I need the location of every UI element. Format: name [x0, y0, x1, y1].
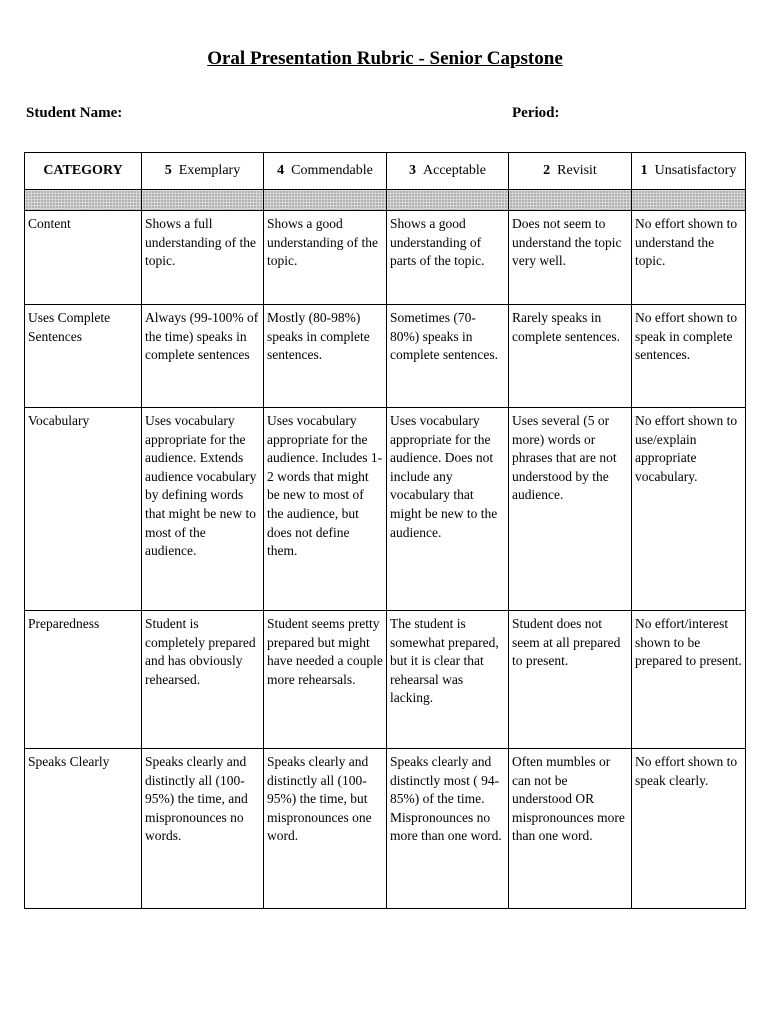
criterion-cell-level-5: Always (99-100% of the time) speaks in complete sentences [142, 305, 264, 408]
row-category: Preparedness [25, 611, 142, 749]
rubric-table [24, 152, 746, 909]
row-category: Uses Complete Sentences [25, 305, 142, 408]
rubric-row-content [25, 211, 746, 305]
header-level-3: 3 Acceptable [387, 153, 509, 190]
criterion-cell-level-3: Shows a good understanding of parts of the topic. [387, 211, 509, 305]
document-title: Oral Presentation Rubric - Senior Capstone [207, 48, 563, 69]
rubric-row-preparedness [25, 611, 746, 749]
period-label: Period: [512, 105, 560, 121]
row-category: Content [25, 211, 142, 305]
criterion-cell-level-2: Rarely speaks in complete sentences. [509, 305, 632, 408]
shaded-cell [264, 190, 387, 211]
shaded-cell [632, 190, 746, 211]
criterion-cell-level-4: Student seems pretty prepared but might have needed a couple more rehearsals. [264, 611, 387, 749]
criterion-cell-level-5: Uses vocabulary appropriate for the audience. Extends audience vocabulary by defining words that might be new to most of the audience. [142, 408, 264, 611]
criterion-cell-level-3: Speaks clearly and distinctly most ( 94-85%) of the time. Mispronounces no more than one word. [387, 749, 509, 909]
shaded-cell [25, 190, 142, 211]
criterion-cell-level-4: Mostly (80-98%) speaks in complete sentences. [264, 305, 387, 408]
criterion-cell-level-1: No effort shown to understand the topic. [632, 211, 746, 305]
row-category: Speaks Clearly [25, 749, 142, 909]
criterion-cell-level-2: Often mumbles or can not be understood OR mispronounces more than one word. [509, 749, 632, 909]
header-level-2: 2 Revisit [509, 153, 632, 190]
criterion-cell-level-3: Uses vocabulary appropriate for the audience. Does not include any vocabulary that might be new to the audience. [387, 408, 509, 611]
criterion-cell-level-2: Student does not seem at all prepared to present. [509, 611, 632, 749]
header-row [25, 153, 746, 190]
criterion-cell-level-2: Uses several (5 or more) words or phrases that are not understood by the audience. [509, 408, 632, 611]
header-level-5: 5 Exemplary [142, 153, 264, 190]
rubric-row-complete-sentences [25, 305, 746, 408]
criterion-cell-level-4: Shows a good understanding of the topic. [264, 211, 387, 305]
header-level-4: 4 Commendable [264, 153, 387, 190]
criterion-cell-level-3: The student is somewhat prepared, but it is clear that rehearsal was lacking. [387, 611, 509, 749]
shaded-separator-row [25, 190, 746, 211]
row-category: Vocabulary [25, 408, 142, 611]
header-category: CATEGORY [25, 153, 142, 190]
criterion-cell-level-5: Student is completely prepared and has obviously rehearsed. [142, 611, 264, 749]
criterion-cell-level-4: Speaks clearly and distinctly all (100-95%) the time, but mispronounces one word. [264, 749, 387, 909]
rubric-row-speaks-clearly [25, 749, 746, 909]
criterion-cell-level-5: Shows a full understanding of the topic. [142, 211, 264, 305]
header-level-1: 1 Unsatisfactory [632, 153, 746, 190]
criterion-cell-level-1: No effort shown to speak clearly. [632, 749, 746, 909]
criterion-cell-level-1: No effort shown to speak in complete sentences. [632, 305, 746, 408]
rubric-row-vocabulary [25, 408, 746, 611]
shaded-cell [387, 190, 509, 211]
shaded-cell [142, 190, 264, 211]
shaded-cell [509, 190, 632, 211]
criterion-cell-level-3: Sometimes (70-80%) speaks in complete sentences. [387, 305, 509, 408]
student-name-label: Student Name: [26, 105, 123, 121]
criterion-cell-level-2: Does not seem to understand the topic very well. [509, 211, 632, 305]
criterion-cell-level-1: No effort shown to use/explain appropriate vocabulary. [632, 408, 746, 611]
criterion-cell-level-1: No effort/interest shown to be prepared to present. [632, 611, 746, 749]
criterion-cell-level-4: Uses vocabulary appropriate for the audience. Includes 1-2 words that might be new to most of the audience, but does not define them. [264, 408, 387, 611]
criterion-cell-level-5: Speaks clearly and distinctly all (100-95%) the time, and mispronounces no words. [142, 749, 264, 909]
